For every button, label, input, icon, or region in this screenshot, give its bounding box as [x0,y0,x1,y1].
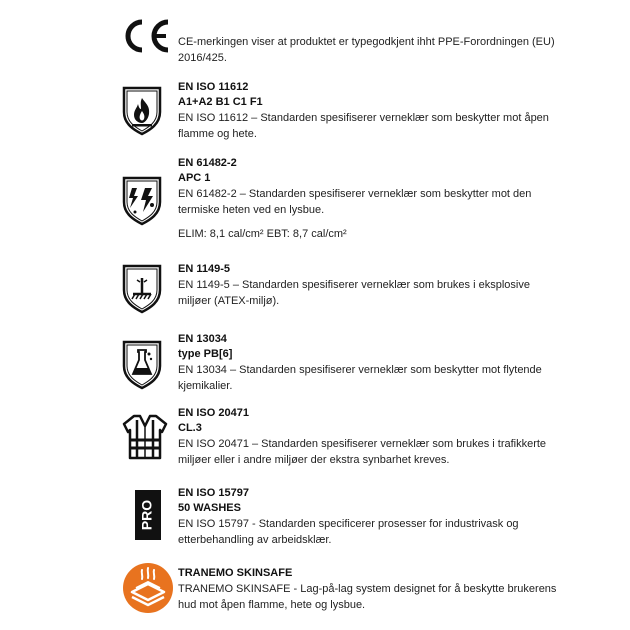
chemical-shield-icon [120,338,176,398]
standard-description: EN ISO 15797 - Standarden specificerer prosesser for industrivask og etterbehandling av arbeidsklær. [178,518,519,546]
brand-title: TRANEMO SKINSAFE [178,567,293,579]
brand-description: TRANEMO SKINSAFE - Lag-på-lag system designet for å beskytte brukerens hud mot åpen flamme, hete og lysbue. [178,583,557,611]
electrostatic-shield-icon [120,262,176,322]
standard-title: EN ISO 20471 [178,407,249,419]
standard-title: EN ISO 11612 [178,81,249,93]
standard-classes: CL.3 [178,422,202,434]
standard-classes: APC 1 [178,172,211,184]
tranemo-skinsafe-icon [122,562,174,614]
arc-rating-values: ELIM: 8,1 cal/cm² EBT: 8,7 cal/cm² [178,228,347,240]
arc-flash-shield-icon [120,174,176,234]
standard-classes: 50 WASHES [178,502,241,514]
pro-badge-icon [135,490,161,540]
standard-title: EN 61482-2 [178,157,237,169]
pro-badge-text: PRO [138,499,155,531]
standard-classes: A1+A2 B1 C1 F1 [178,96,263,108]
standard-title: EN ISO 15797 [178,487,249,499]
standard-title: EN 13034 [178,333,227,345]
standard-title: EN 1149-5 [178,263,230,275]
ce-mark-icon [120,16,176,56]
flame-shield-icon [120,84,176,144]
ce-description: CE-merkingen viser at produktet er typegodkjent ihht PPE-Forordningen (EU) 2016/425. [178,36,555,64]
standard-classes: type PB[6] [178,348,233,360]
standard-description: EN ISO 20471 – Standarden spesifiserer verneklær som brukes i trafikkerte miljøer eller i andre miljøer der ekstra synbarhet kreves. [178,438,547,466]
standard-description: EN ISO 11612 – Standarden spesifiserer verneklær som beskytter mot åpen flamme og hete. [178,112,549,140]
standard-description: EN 1149-5 – Standarden spesifiserer verneklær som brukes i eksplosive miljøer (ATEX-miljø). [178,279,530,307]
hi-vis-vest-icon [120,412,176,472]
standard-description: EN 13034 – Standarden spesifiserer verneklær som beskytter mot flytende kjemikalier. [178,364,542,392]
standard-description: EN 61482-2 – Standarden spesifiserer verneklær som beskytter mot den termiske heten ved en lysbue. [178,188,532,216]
